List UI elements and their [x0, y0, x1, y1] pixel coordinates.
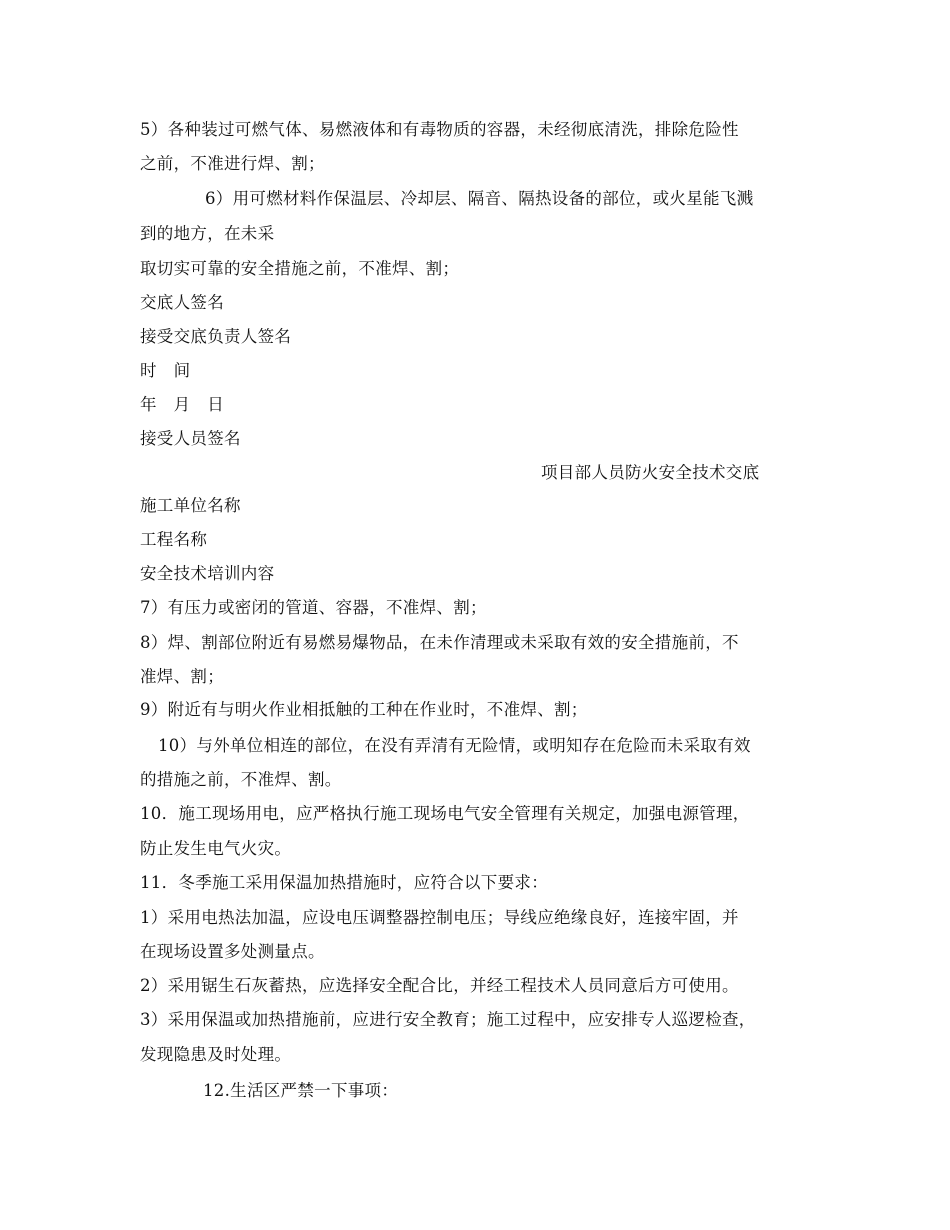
text-line: 10）与外单位相连的部位，在没有弄清有无险情，或明知存在危险而未采取有效 [158, 736, 751, 755]
signature-label: 接受交底负责人签名 [140, 327, 292, 346]
text-line: 3）采用保温或加热措施前，应进行安全教育；施工过程中，应安排专人巡逻检查， [140, 1010, 756, 1029]
text-line: 的措施之前，不准焊、割。 [140, 770, 342, 789]
signature-label: 接受人员签名 [140, 429, 241, 448]
section-title: 项目部人员防火安全技术交底 [541, 463, 760, 482]
time-label: 时 间 [140, 361, 191, 380]
text-line: 之前，不准进行焊、割； [140, 154, 325, 173]
text-line: 10．施工现场用电，应严格执行施工现场电气安全管理有关规定，加强电源管理， [140, 804, 750, 823]
text-line: 发现隐患及时处理。 [140, 1045, 292, 1064]
text-line: 5）各种装过可燃气体、易燃液体和有毒物质的容器，未经彻底清洗，排除危险性 [140, 120, 739, 139]
signature-label: 交底人签名 [140, 293, 224, 312]
text-line: 11．冬季施工采用保温加热措施时，应符合以下要求： [140, 873, 548, 892]
text-line: 9）附近有与明火作业相抵触的工种在作业时，不准焊、割； [140, 700, 588, 719]
text-line: 8）焊、割部位附近有易燃易爆物品，在未作清理或未采取有效的安全措施前，不 [140, 633, 739, 652]
field-label: 施工单位名称 [140, 496, 241, 515]
text-line: 到的地方，在未采 [140, 224, 275, 243]
text-line: 2）采用锯生石灰蓄热，应选择安全配合比，并经工程技术人员同意后方可使用。 [140, 976, 739, 995]
field-label: 安全技术培训内容 [140, 564, 275, 583]
text-line: 在现场设置多处测量点。 [140, 942, 325, 961]
text-line: 防止发生电气火灾。 [140, 839, 292, 858]
text-line: 7）有压力或密闭的管道、容器，不准焊、割； [140, 598, 487, 617]
text-line: 取切实可靠的安全措施之前，不准焊、割； [140, 259, 460, 278]
text-line: 准焊、割； [140, 667, 224, 686]
text-line: 12.生活区严禁一下事项： [203, 1081, 399, 1100]
text-line: 6）用可燃材料作保温层、冷却层、隔音、隔热设备的部位，或火星能飞溅 [205, 189, 754, 208]
field-label: 工程名称 [140, 530, 208, 549]
text-line: 1）采用电热法加温，应设电压调整器控制电压；导线应绝缘良好，连接牢固，并 [140, 908, 739, 927]
date-label: 年 月 日 [140, 395, 224, 414]
